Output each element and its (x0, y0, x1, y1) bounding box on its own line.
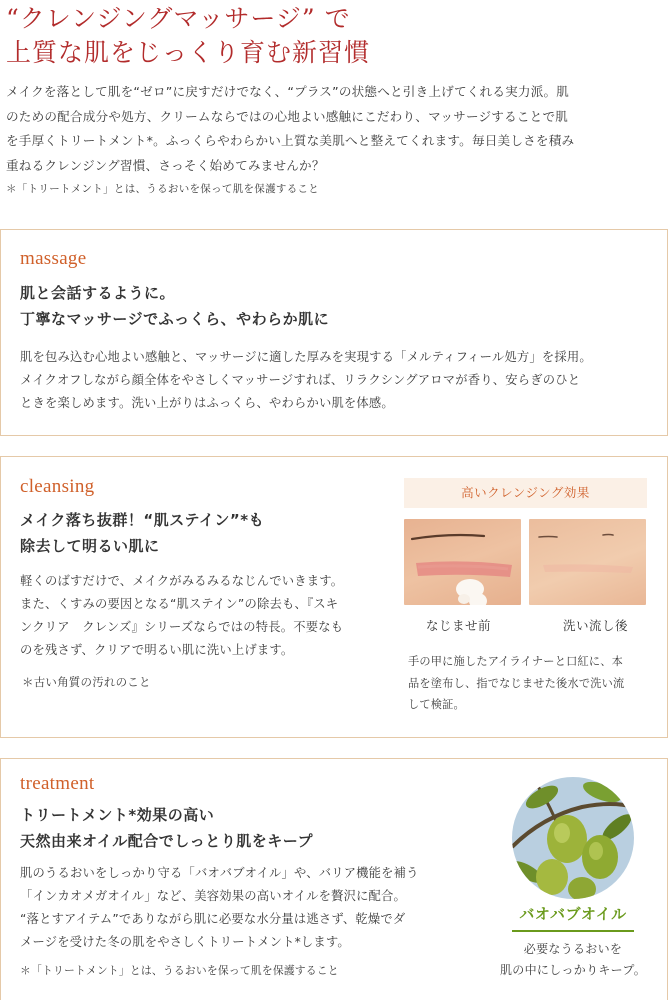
intro-line: メイクを落として肌を“ゼロ”に戻すだけでなく、“プラス”の状態へと引き上げてくれる実力派。肌 (6, 84, 570, 99)
after-swatch-photo (529, 519, 646, 605)
cleansing-body-line: 軽くのばすだけで、メイクがみるみるなじんでいきます。 (20, 574, 344, 588)
treatment-heading (20, 802, 313, 854)
massage-eng-heading: massage (20, 248, 87, 269)
after-caption: 洗い流し後 (563, 618, 629, 633)
treatment-body-line: メージを受けた冬の肌をやさしくトリートメント*します。 (20, 935, 350, 949)
test-description-line: 手の甲に施したアイライナーと口紅に、本 (408, 655, 624, 668)
treatment-heading-line-2: 天然由来オイル配合でしっとり肌をキープ (20, 832, 314, 850)
intro-line: のための配合成分や処方、クリームならではの心地よい感触にこだわり、マッサージすることで肌 (6, 108, 569, 124)
before-swatch-photo (404, 519, 521, 605)
after-swatch-illustration (529, 519, 646, 605)
treatment-body-line: “落とすアイテム”でありながら肌に必要な水分量は逃さず、乾燥でダ (20, 912, 406, 926)
baobab-oil-description-line: 必要なうるおいを (523, 942, 623, 956)
massage-body-line: ときを楽しめます。洗い上がりはふっくら、やわらかい肌を体感。 (20, 396, 394, 410)
treatment-footnote: ＊「トリートメント」とは、うるおいを保って肌を保護すること (20, 964, 339, 977)
title-line-2: 上質な肌をじっくり育む新習慣 (6, 38, 371, 67)
treatment-heading-line-1: トリートメント*効果の高い (20, 806, 215, 824)
intro-footnote: ＊「トリートメント」とは、うるおいを保って肌を保護すること (6, 183, 320, 195)
treatment-body-line: 「インカオメガオイル」など、美容効果の高いオイルを贅沢に配合。 (20, 889, 407, 903)
cleansing-body-line: のを残さず、クリアで明るい肌に洗い上げます。 (20, 643, 294, 657)
cleansing-heading-line-2: 除去して明るい肌に (20, 537, 160, 555)
treatment-eng-heading: treatment (20, 773, 95, 794)
intro-line: を手厚くトリートメント*。ふっくらやわらかい上質な美肌へと整えてくれます。毎日美しさを積み (6, 133, 575, 148)
baobab-oil-divider (512, 930, 634, 932)
title-line-1: “クレンジングマッサージ” で (6, 4, 351, 33)
cleansing-body (20, 570, 390, 662)
test-description-line: して検証。 (408, 698, 465, 711)
page-title (6, 2, 370, 70)
intro-line: 重ねるクレンジング習慣、さっそく始めてみませんか？ (6, 157, 325, 173)
test-description-line: 品を塗布し、指でなじませた後水で洗い流 (408, 676, 625, 690)
treatment-body-line: 肌のうるおいをしっかり守る「バオバブオイル」や、バリア機能を補う (20, 866, 419, 880)
massage-heading (20, 280, 329, 332)
baobab-fruit-illustration (512, 777, 634, 899)
cleansing-heading-line-1: メイク落ち抜群！“肌ステイン”*も (20, 511, 265, 529)
baobab-oil-description (480, 939, 666, 981)
cleansing-eng-heading: cleansing (20, 476, 95, 497)
baobab-oil-label: バオバブオイル (519, 905, 627, 923)
massage-heading-line-1: 肌と会話するように。 (20, 284, 176, 302)
cleansing-heading (20, 507, 264, 559)
cleansing-body-line: また、くすみの要因となる“肌ステイン”の除去も、『スキ (20, 597, 339, 611)
before-caption: なじませ前 (426, 618, 492, 633)
cleansing-effect-title: 高いクレンジング効果 (404, 478, 647, 508)
intro-paragraph (6, 80, 664, 178)
before-swatch-illustration (404, 519, 521, 605)
cleansing-body-line: ンクリア クレンズ』シリーズならではの特長。不要なも (20, 620, 344, 634)
massage-heading-line-2: 丁寧なマッサージでふっくら、やわらか肌に (20, 310, 330, 328)
test-description (408, 651, 644, 716)
massage-body-line: 肌を包み込む心地よい感触と、マッサージに適した厚みを実現する「メルティフィール処方」を採用。 (20, 350, 592, 364)
massage-body (20, 346, 660, 415)
massage-body-line: メイクオフしながら顔全体をやさしくマッサージすれば、リラクシングアロマが香り、安らぎのひと (20, 373, 581, 387)
baobab-fruit-photo (512, 777, 634, 899)
treatment-body (20, 862, 480, 954)
cleansing-footnote: ＊古い角質の汚れのこと (22, 675, 151, 689)
baobab-oil-description-line: 肌の中にしっかりキープ。 (499, 963, 647, 977)
